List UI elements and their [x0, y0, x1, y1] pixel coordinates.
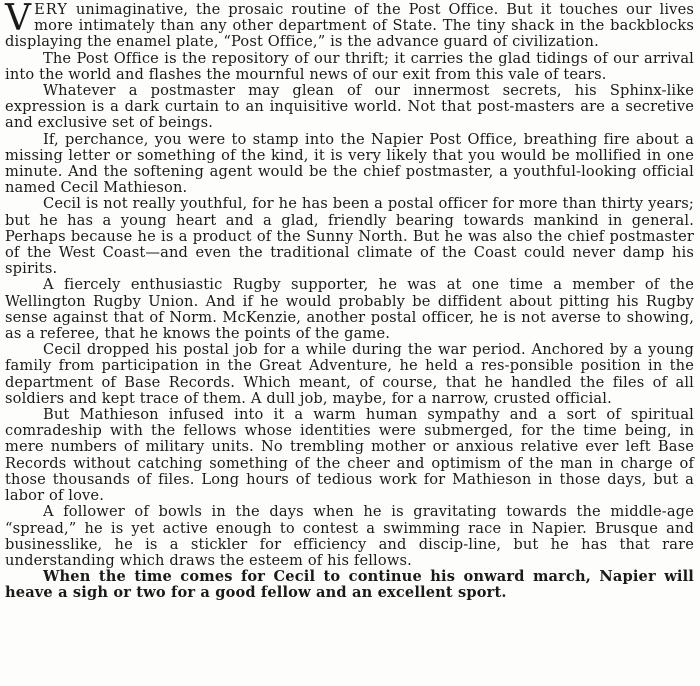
paragraph-8: But Mathieson infused into it a warm human sympathy and a sort of spiritual comradeship with the fellows whose identities were submerged, for the time being, in mere numbers of military units. No trembling mother or anxious relative ever left Base Records without catching something of the cheer and optimism of the man in charge of those thousands of files. Long hours of tedious work for Mathieson in those days, but a labor of love.	[5, 406, 694, 505]
paragraph-2: The Post Office is the repository of our thrift; it carries the glad tidings of our arrival into the world and flashes the mournful news of our exit from this vale of tears.	[5, 49, 694, 83]
paragraph-7: Cecil dropped his postal job for a while during the war period. Anchored by a young family from participation in the Great Adventure, he held a res-ponsible position in the department of Base Records. Which meant, of course, that he handled the files of all soldiers and kept trace of them. A dull job, maybe, for a narrow, crusted official.	[5, 341, 694, 407]
paragraph-5: Cecil is not really youthful, for he has been a postal officer for more than thirty years; but he has a young heart and a glad, friendly bearing towards mankind in general. Perhaps because he is a product of the Sunny North. But he was also the chief postmaster of the West Coast—and even the traditional climate of the Coast could never damp his spirits.	[5, 195, 694, 278]
paragraph-1-text: unimaginative, the prosaic routine of the Post Office. But it touches our lives more intimately than any other department of State. The tiny shack in the backblocks displaying the enamel plate, “Post Office,” is the advance guard of civilization.	[5, 1, 694, 51]
paragraph-9: A follower of bowls in the days when he is gravitating towards the middle-age “spread,” he is yet active enough to contest a swimming race in Napier. Brusque and businesslike, he is a stickler for efficiency and discip-line, but he has that rare understanding which draws the esteem of his fellows.	[5, 503, 694, 569]
paragraph-6: A fiercely enthusiastic Rugby supporter, he was at one time a member of the Wellington Rugby Union. And if he would probably be diffident about pitting his Rugby sense against that of Norm. McKenzie, another postal officer, he is not averse to showing, as a referee, that he knows the points of the game.	[5, 276, 694, 343]
paragraph-3: Whatever a postmaster may glean of our innermost secrets, his Sphinx-like expression is a dark curtain to an inquisitive world. Not that post-masters are a secretive and exclusive set of beings.	[5, 82, 694, 132]
paragraph-4: If, perchance, you were to stamp into the Napier Post Office, breathing fire about a missing letter or something of the kind, it is very likely that you would be mollified in one minute. And the softening agent would be the chief postmaster, a youthful-looking official named Cecil Mathieson.	[5, 130, 694, 197]
paragraph-1	[5, 2, 694, 51]
paragraph-10: When the time comes for Cecil to continue his onward march, Napier will heave a sigh or two for a good fellow and an excellent sport.	[5, 568, 694, 602]
drop-cap: V	[5, 0, 32, 39]
lead-word: ERY	[34, 1, 68, 18]
